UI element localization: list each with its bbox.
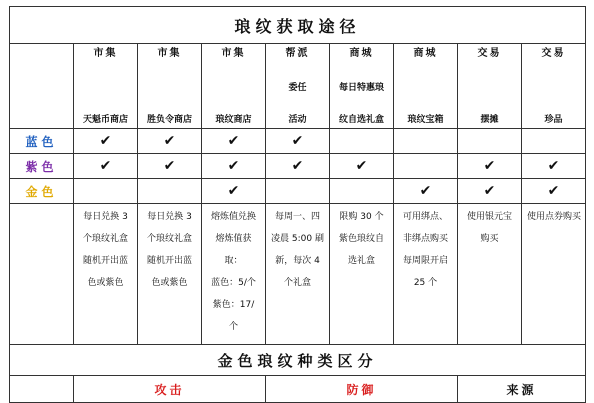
note-line: 使用点券购买 [527,212,582,222]
notes-row [10,204,586,345]
empty-cell [330,129,394,154]
column-line2: 胜负令商店 [146,115,192,125]
note-cell [138,204,202,345]
note-line: 每周限开启 [402,256,448,266]
column-line2: 珍品 [544,115,563,125]
note-line: 蓝色：5/个 [211,278,256,288]
note-line: 凌晨 5:00 刷 [271,234,324,244]
column-header [138,44,202,129]
column-spacer [458,96,521,112]
table-body [10,7,586,403]
note-line: 随机开出蓝 [82,256,128,266]
note-cell [458,204,522,345]
empty-cell [330,179,394,204]
column-line1 [202,80,265,96]
note-line: 个琅纹礼盒 [82,234,128,244]
column-line1 [138,80,201,96]
column-spacer [330,64,393,80]
column-spacer [522,96,585,112]
bottom-header: 来源 [458,376,586,403]
column-line2: 纹自选礼盒 [338,115,384,125]
section-subtitle: 金色琅纹种类区分 [10,345,586,376]
column-line1: 每日特惠琅 [338,83,384,93]
column-spacer [138,96,201,112]
column-header [202,44,266,129]
column-spacer [202,96,265,112]
row-color-label: 紫色 [10,154,74,179]
column-spacer [394,96,457,112]
column-category: 市集 [157,48,182,59]
note-line: 紫色琅纹自 [338,234,384,244]
checkmark-icon: ✔ [74,154,138,179]
column-header [266,44,330,129]
note-line: 非绑点购买 [402,234,448,244]
checkmark-icon: ✔ [458,154,522,179]
column-spacer [522,64,585,80]
checkmark-icon: ✔ [202,129,266,154]
checkmark-icon: ✔ [266,154,330,179]
bottom-header-row [10,376,586,403]
note-line: 使用银元宝 [466,212,512,222]
empty-cell [458,129,522,154]
checkmark-icon: ✔ [522,179,586,204]
note-cell [330,204,394,345]
column-line1 [74,80,137,96]
note-cell [74,204,138,345]
note-line: 熔炼值兑换 [210,212,256,222]
bottom-header: 攻击 [74,376,266,403]
note-line: 选礼盒 [347,256,375,266]
note-line: 熔炼值获 [215,234,252,244]
note-line: 限购 30 个 [339,212,384,222]
note-line: 个礼盒 [283,278,311,288]
note-line: 色或紫色 [87,278,124,288]
column-line2: 摆摊 [480,115,499,125]
row-color-label: 蓝色 [10,129,74,154]
checkmark-icon: ✔ [74,129,138,154]
column-line1 [522,80,585,96]
note-cell [522,204,586,345]
note-line: 每日兑换 3 [147,212,192,222]
note-line: 个 [228,322,238,332]
note-line: 个琅纹礼盒 [146,234,192,244]
bottom-header: 防御 [266,376,458,403]
acquisition-table [9,6,586,403]
column-spacer [74,96,137,112]
header-corner [10,44,74,129]
checkmark-icon: ✔ [138,154,202,179]
note-line: 新，每次 4 [275,256,320,266]
column-line2: 活动 [288,115,307,125]
notes-corner [10,204,74,345]
empty-cell [522,129,586,154]
note-line: 每周一、四 [274,212,320,222]
column-spacer [330,96,393,112]
acquisition-table-page [9,6,585,399]
checkmark-icon: ✔ [202,154,266,179]
bottom-corner [10,376,74,403]
table-row [10,154,586,179]
column-line2: 琅纹宝箱 [407,115,444,125]
column-category: 帮派 [285,48,310,59]
note-line: 紫色：17/ [212,300,255,310]
table-row [10,129,586,154]
empty-cell [138,179,202,204]
note-line: 可用绑点、 [402,212,448,222]
table-row [10,179,586,204]
note-line: 购买 [480,234,499,244]
empty-cell [266,179,330,204]
checkmark-icon: ✔ [394,179,458,204]
checkmark-icon: ✔ [202,179,266,204]
empty-cell [394,154,458,179]
column-header [394,44,458,129]
empty-cell [74,179,138,204]
column-header [330,44,394,129]
checkmark-icon: ✔ [522,154,586,179]
note-line: 25 个 [413,278,438,288]
column-category: 市集 [93,48,118,59]
table-title: 琅纹获取途径 [10,7,586,44]
empty-cell [394,129,458,154]
column-line1 [458,80,521,96]
column-line1: 委任 [288,83,307,93]
column-category: 市集 [221,48,246,59]
column-header [458,44,522,129]
column-spacer [394,64,457,80]
checkmark-icon: ✔ [330,154,394,179]
subtitle-row [10,345,586,376]
column-header [522,44,586,129]
note-line: 随机开出蓝 [146,256,192,266]
row-color-label: 金色 [10,179,74,204]
column-header [74,44,138,129]
column-spacer [266,96,329,112]
note-line: 每日兑换 3 [83,212,128,222]
column-spacer [202,64,265,80]
column-line2: 天魁币商店 [82,115,128,125]
column-spacer [458,64,521,80]
checkmark-icon: ✔ [138,129,202,154]
column-spacer [138,64,201,80]
header-row [10,44,586,129]
column-category: 商城 [413,48,438,59]
checkmark-icon: ✔ [266,129,330,154]
column-line2: 琅纹商店 [215,115,252,125]
column-spacer [266,64,329,80]
column-category: 交易 [477,48,502,59]
checkmark-icon: ✔ [458,179,522,204]
note-cell [202,204,266,345]
note-line: 取： [224,256,243,266]
column-category: 交易 [541,48,566,59]
column-category: 商城 [349,48,374,59]
note-cell [266,204,330,345]
note-line: 色或紫色 [151,278,188,288]
column-spacer [74,64,137,80]
note-cell [394,204,458,345]
column-line1 [394,80,457,96]
